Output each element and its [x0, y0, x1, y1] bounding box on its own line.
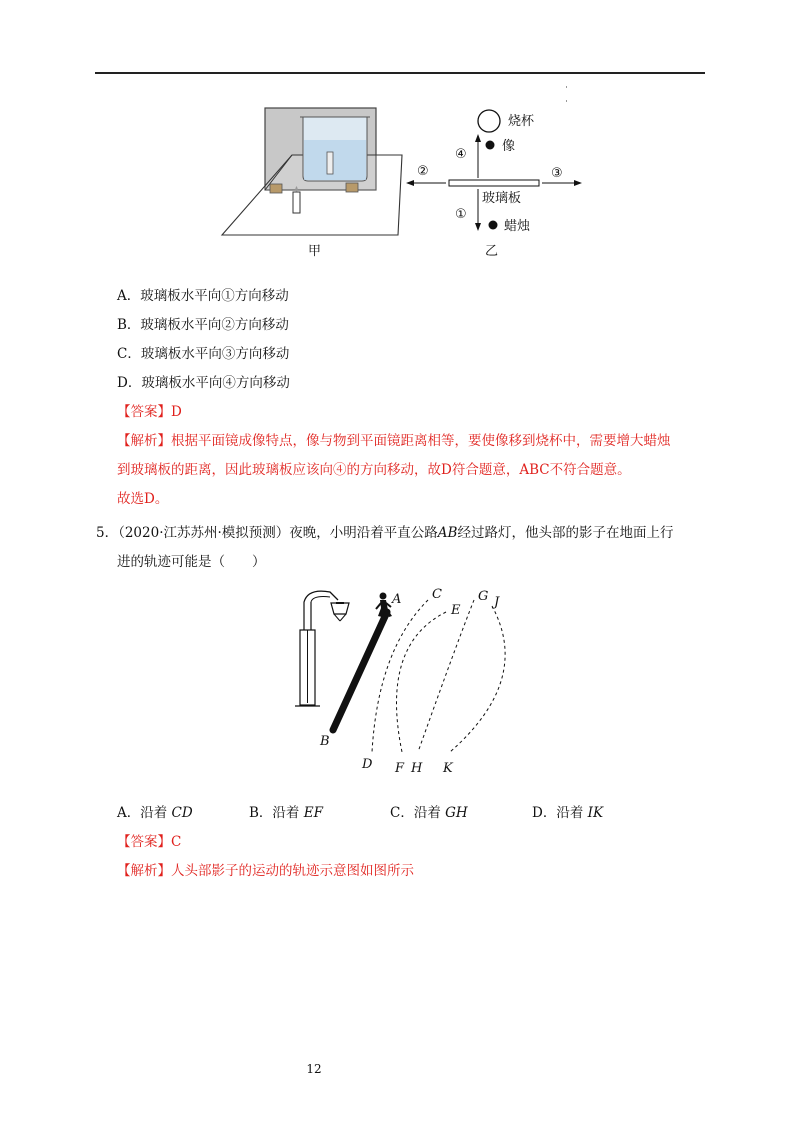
label-image: 像 — [502, 139, 516, 154]
q5-option-b[interactable]: B．沿着 EF — [249, 805, 323, 821]
q5-option-d[interactable]: D．沿着 IK — [532, 805, 604, 821]
lamp-head — [331, 603, 349, 614]
q5-analysis: 【解析】人头部影子的运动的轨迹示意图如图所示 — [117, 863, 414, 879]
q5-answer: 【答案】C — [117, 834, 182, 850]
label-d: D — [362, 757, 373, 772]
label-dir1: ① — [455, 207, 467, 222]
q5-option-a[interactable]: A．沿着 CD — [117, 805, 193, 821]
q5-option-c[interactable]: C．沿着 GH — [390, 805, 468, 821]
page-number: 12 — [306, 1062, 322, 1076]
label-dir4: ④ — [455, 147, 467, 162]
label-a: A — [392, 592, 402, 607]
label-h: H — [411, 761, 423, 776]
q5-stem-line2: 进的轨迹可能是（ ） — [117, 554, 266, 570]
path-gh — [418, 600, 474, 752]
q4-answer: 【答案】D — [117, 404, 182, 420]
label-g: G — [478, 589, 489, 604]
q4-option-b[interactable]: B．玻璃板水平向②方向移动 — [117, 317, 289, 333]
road-ab — [333, 612, 387, 730]
label-c: C — [432, 587, 442, 602]
label-e: E — [451, 603, 461, 618]
label-beaker: 烧杯 — [508, 114, 535, 129]
label-b: B — [320, 734, 330, 749]
label-f: F — [395, 761, 405, 776]
label-k: K — [443, 761, 453, 776]
caption-left: 甲 — [308, 244, 322, 259]
q4-option-c[interactable]: C．玻璃板水平向③方向移动 — [117, 346, 290, 362]
label-dir2: ② — [417, 164, 429, 179]
label-dir3: ③ — [551, 166, 563, 181]
label-candle: 蜡烛 — [504, 219, 531, 234]
street-lamp — [295, 591, 349, 706]
caption-right: 乙 — [485, 244, 499, 259]
q4-conclusion: 故选D。 — [117, 491, 169, 507]
q5-stem-line1: 5．（2020·江苏苏州·模拟预测）夜晚，小明沿着平直公路AB经过路灯，他头部的影子在地面上行 — [96, 525, 674, 541]
q4-analysis-line1: 【解析】根据平面镜成像特点，像与物到平面镜距离相等，要使像移到烧杯中，需要增大蜡烛 — [117, 433, 671, 449]
q4-option-d[interactable]: D．玻璃板水平向④方向移动 — [117, 375, 290, 391]
path-jk — [450, 606, 505, 752]
path-ef — [397, 612, 447, 752]
label-j: J — [494, 595, 500, 610]
q4-analysis-line2: 到玻璃板的距离，因此玻璃板应该向④的方向移动，故D符合题意，ABC不符合题意。 — [117, 462, 631, 478]
label-glass: 玻璃板 — [482, 191, 522, 206]
q4-option-a[interactable]: A．玻璃板水平向①方向移动 — [117, 288, 289, 304]
